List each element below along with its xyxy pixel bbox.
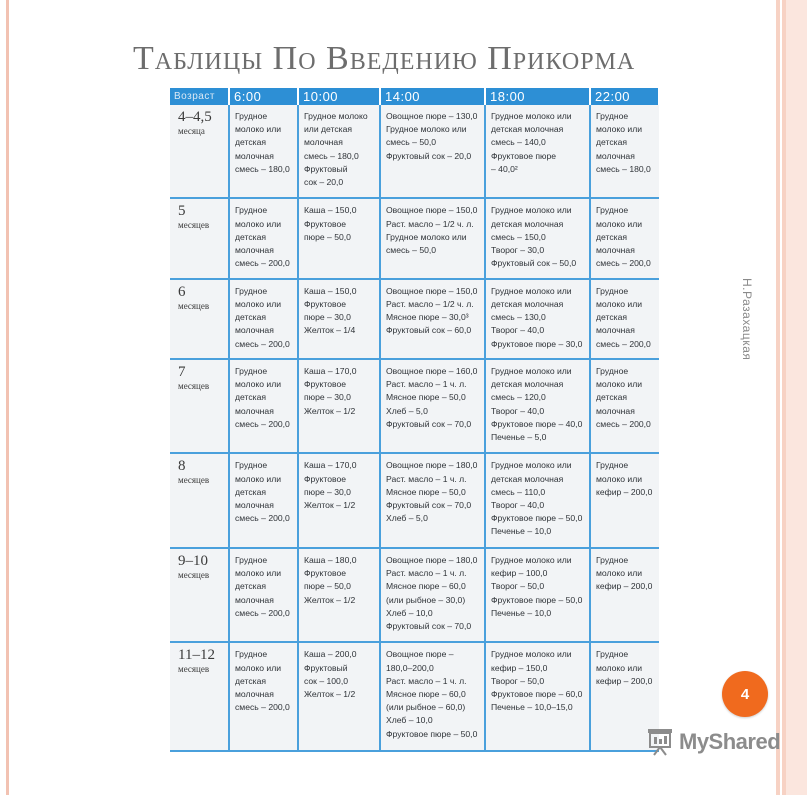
feeding-cell-2200 (590, 279, 659, 359)
feeding-cell-2200 (590, 359, 659, 453)
feeding-cell-1000 (298, 359, 380, 453)
cell-line: Грудное (596, 554, 629, 565)
cell-line: Грудное (596, 205, 629, 216)
age-cell (170, 279, 229, 359)
slide-border-left (6, 0, 9, 795)
cell-line: Фруктовое (304, 379, 347, 390)
cell-line: Грудное молоко или (491, 111, 572, 121)
cell-line: Овощное пюре – 130,0 (386, 111, 478, 121)
cell-line: молоко или (235, 218, 282, 229)
cell-line: (или рыбное – 30,0) (386, 594, 466, 605)
cell-line: Раст. масло – 1 ч. л. (386, 379, 467, 390)
cell-line: молочная (596, 244, 635, 255)
cell-line: молочная (235, 405, 274, 416)
cell-line: Грудное молоко или (491, 554, 572, 565)
cell-line: Фруктовый (304, 662, 348, 673)
header-time-1800: 18:00 (485, 88, 590, 105)
cell-line: Грудное молоко или (491, 460, 572, 471)
cell-line: Желток – 1/2 (304, 594, 356, 605)
feeding-cell-1000 (298, 198, 380, 278)
cell-line: Печенье – 10,0 (491, 526, 552, 537)
feeding-cell-1400 (380, 105, 485, 198)
feeding-cell-1000 (298, 548, 380, 642)
cell-line: Овощное пюре – 150,0 (386, 205, 478, 216)
cell-line: Грудное (235, 554, 268, 565)
feeding-cell-0600 (229, 198, 298, 278)
feeding-cell-1800 (485, 453, 590, 547)
cell-line: кефир – 100,0 (491, 568, 548, 579)
author-name: Н.Разахацкая (740, 278, 754, 361)
cell-line: пюре – 30,0 (304, 392, 351, 403)
cell-line: Грудное молоко (304, 111, 368, 121)
cell-line: Фруктовый сок – 20,0 (386, 150, 472, 161)
cell-line: смесь – 200,0 (235, 513, 290, 524)
cell-line: Грудное молоко или (491, 205, 572, 216)
age-unit: месяцев (178, 664, 210, 675)
cell-line: смесь – 140,0 (491, 137, 546, 148)
cell-line: молоко или (596, 473, 643, 484)
header-time-1000: 10:00 (298, 88, 380, 105)
cell-line: смесь – 130,0 (491, 312, 546, 323)
cell-line: Раст. масло – 1 ч. л. (386, 568, 467, 579)
cell-line: Фруктовое (304, 218, 347, 229)
feeding-cell-1800 (485, 359, 590, 453)
cell-line: Творог – 40,0 (491, 500, 545, 511)
feeding-cell-1400 (380, 359, 485, 453)
cell-line: Фруктовый сок – 70,0 (386, 500, 472, 511)
cell-line: Фруктовый сок – 50,0 (491, 258, 577, 269)
feeding-cell-0600 (229, 359, 298, 453)
slide-border-right (776, 0, 807, 795)
cell-line: детская (235, 392, 267, 403)
cell-line: молоко или (596, 298, 643, 309)
cell-line: Каша – 150,0 (304, 205, 357, 216)
age-unit: месяцев (178, 475, 210, 486)
cell-line: Грудное (596, 460, 629, 471)
cell-line: молоко или (235, 379, 282, 390)
cell-line: Творог – 50,0 (491, 675, 545, 686)
cell-line: Овощное пюре – 160,0 (386, 366, 478, 376)
cell-line: детская молочная (491, 124, 564, 135)
cell-line: или детская (304, 124, 353, 135)
cell-line: смесь – 200,0 (596, 258, 651, 269)
cell-line: смесь – 200,0 (235, 418, 290, 429)
table-row (170, 548, 659, 642)
cell-line: (или рыбное – 60,0) (386, 702, 466, 713)
cell-line: молочная (235, 594, 274, 605)
feeding-cell-1400 (380, 642, 485, 751)
cell-line: Грудное молоко или (386, 124, 467, 135)
cell-line: смесь – 200,0 (235, 258, 290, 269)
cell-line: Раст. масло – 1/2 ч. л. (386, 298, 474, 309)
cell-line: Мясное пюре – 60,0 (386, 581, 466, 592)
cell-line: Печенье – 10,0 (491, 607, 552, 618)
feeding-cell-0600 (229, 279, 298, 359)
cell-line: смесь – 180,0 (304, 150, 359, 161)
cell-line: смесь – 50,0 (386, 244, 437, 255)
feeding-cell-2200 (590, 198, 659, 278)
cell-line: пюре – 30,0 (304, 486, 351, 497)
cell-line: Фруктовый сок – 60,0 (386, 325, 472, 336)
age-value: 9–10 (178, 552, 208, 569)
cell-line: Мясное пюре – 30,0³ (386, 312, 469, 323)
cell-line: молоко или (235, 662, 282, 673)
cell-line: Овощное пюре – 180,0 (386, 460, 478, 471)
cell-line: молоко или (596, 662, 643, 673)
cell-line: кефир – 200,0 (596, 486, 653, 497)
cell-line: Грудное (235, 649, 268, 660)
table-row (170, 453, 659, 547)
cell-line: детская (235, 581, 267, 592)
cell-line: молочная (304, 137, 343, 148)
cell-line: молочная (235, 688, 274, 699)
age-value: 8 (178, 458, 186, 475)
cell-line: молоко или (596, 379, 643, 390)
feeding-cell-1000 (298, 279, 380, 359)
feeding-cell-2200 (590, 548, 659, 642)
cell-line: Фруктовое пюре – 30,0 (491, 338, 583, 349)
header-time-0600: 6:00 (229, 88, 298, 105)
cell-line: детская (235, 137, 267, 148)
slide-title (133, 40, 773, 78)
age-unit: месяцев (178, 381, 210, 391)
cell-line: Желток – 1/2 (304, 500, 356, 511)
cell-line: Фруктовое пюре – 60,0 (491, 688, 583, 699)
cell-line: молоко или (235, 473, 282, 484)
cell-line: Грудное (596, 366, 629, 376)
cell-line: Фруктовое (304, 298, 347, 309)
table-row (170, 198, 659, 278)
cell-line: детская (235, 486, 267, 497)
header-time-2200: 22:00 (590, 88, 659, 105)
feeding-cell-1000 (298, 453, 380, 547)
cell-line: Печенье – 10,0–15,0 (491, 702, 573, 713)
table-header-row (170, 88, 659, 105)
cell-line: Фруктовое пюре – 40,0 (491, 418, 583, 429)
cell-line: молоко или (596, 568, 643, 579)
cell-line: Грудное (235, 285, 268, 296)
age-cell (170, 105, 229, 198)
cell-line: Творог – 50,0 (491, 581, 545, 592)
cell-line: сок – 100,0 (304, 675, 348, 686)
feeding-cell-1400 (380, 453, 485, 547)
cell-line: молоко или (235, 298, 282, 309)
cell-line: молоко или (235, 124, 282, 135)
cell-line: молочная (235, 325, 274, 336)
cell-line: Грудное молоко или (386, 231, 467, 242)
cell-line: смесь – 50,0 (386, 137, 437, 148)
age-cell (170, 359, 229, 453)
cell-line: кефир – 200,0 (596, 581, 653, 592)
cell-line: смесь – 200,0 (596, 418, 651, 429)
cell-line: Фруктовое пюре (491, 150, 557, 161)
age-value: 6 (178, 283, 186, 300)
cell-line: смесь – 180,0 (596, 163, 651, 174)
cell-line: кефир – 150,0 (491, 662, 548, 673)
cell-line: молочная (235, 500, 274, 511)
cell-line: Фруктовый (304, 163, 348, 174)
cell-line: – 40,0² (491, 163, 518, 174)
cell-line: Каша – 180,0 (304, 554, 357, 565)
feeding-cell-0600 (229, 642, 298, 751)
cell-line: Творог – 40,0 (491, 405, 545, 416)
cell-line: смесь – 200,0 (235, 338, 290, 349)
cell-line: Фруктовый сок – 70,0 (386, 620, 472, 631)
cell-line: Грудное (596, 285, 629, 296)
cell-line: детская (596, 392, 628, 403)
cell-line: Овощное пюре – 180,0 (386, 554, 478, 565)
age-unit: месяцев (178, 569, 210, 580)
feeding-cell-1400 (380, 198, 485, 278)
cell-line: Грудное (235, 366, 268, 376)
cell-line: детская (235, 231, 267, 242)
cell-line: детская молочная (491, 218, 564, 229)
page-number-badge: 4 (722, 671, 768, 717)
cell-line: молочная (235, 150, 274, 161)
cell-line: Грудное (235, 205, 268, 216)
cell-line: Каша – 170,0 (304, 366, 357, 376)
table-row (170, 359, 659, 453)
age-unit: месяца (178, 126, 205, 136)
cell-line: 180,0–200,0 (386, 662, 434, 673)
cell-line: пюре – 50,0 (304, 231, 351, 242)
cell-line: Желток – 1/2 (304, 405, 356, 416)
table-body (170, 105, 659, 751)
cell-line: Грудное молоко или (491, 366, 572, 376)
cell-line: Грудное (235, 460, 268, 471)
cell-line: Раст. масло – 1 ч. л. (386, 473, 467, 484)
presentation-board-icon (645, 727, 675, 757)
feeding-cell-1800 (485, 198, 590, 278)
cell-line: молоко или (596, 124, 643, 135)
cell-line: Творог – 30,0 (491, 244, 545, 255)
age-value: 4–4,5 (178, 109, 212, 125)
cell-line: Фруктовое (304, 568, 347, 579)
age-cell (170, 198, 229, 278)
cell-line: Грудное (235, 111, 268, 121)
feeding-cell-0600 (229, 453, 298, 547)
age-unit: месяцев (178, 220, 210, 231)
cell-line: пюре – 50,0 (304, 581, 351, 592)
cell-line: Мясное пюре – 50,0 (386, 486, 466, 497)
feeding-cell-1800 (485, 642, 590, 751)
cell-line: молочная (596, 150, 635, 161)
cell-line: Каша – 150,0 (304, 285, 357, 296)
cell-line: смесь – 150,0 (491, 231, 546, 242)
cell-line: Грудное (596, 111, 629, 121)
cell-line: Печенье – 5,0 (491, 432, 547, 443)
slide-title-text: Таблицы По Введению Прикорма (133, 40, 636, 77)
feeding-cell-1400 (380, 548, 485, 642)
header-time-1400: 14:00 (380, 88, 485, 105)
header-age: Возраст (170, 88, 229, 105)
cell-line: Грудное молоко или (491, 649, 572, 660)
age-value: 5 (178, 203, 186, 220)
cell-line: молоко или (596, 218, 643, 229)
cell-line: смесь – 200,0 (596, 338, 651, 349)
cell-line: детская молочная (491, 298, 564, 309)
cell-line: молочная (235, 244, 274, 255)
cell-line: Овощное пюре – 150,0 (386, 285, 478, 296)
table-row (170, 105, 659, 198)
table-row (170, 642, 659, 751)
feeding-cell-1800 (485, 548, 590, 642)
feeding-cell-1800 (485, 105, 590, 198)
age-value: 11–12 (178, 647, 215, 664)
cell-line: смесь – 180,0 (235, 163, 290, 174)
cell-line: Фруктовое пюре – 50,0 (386, 728, 478, 739)
feeding-cell-0600 (229, 548, 298, 642)
feeding-cell-1000 (298, 642, 380, 751)
cell-line: Хлеб – 5,0 (386, 513, 428, 524)
feeding-cell-2200 (590, 105, 659, 198)
age-cell (170, 548, 229, 642)
cell-line: Фруктовое пюре – 50,0 (491, 594, 583, 605)
age-cell (170, 642, 229, 751)
feeding-table-container (170, 88, 659, 752)
cell-line: Мясное пюре – 60,0 (386, 688, 466, 699)
cell-line: Хлеб – 5,0 (386, 405, 428, 416)
cell-line: смесь – 200,0 (235, 607, 290, 618)
cell-line: Раст. масло – 1 ч. л. (386, 675, 467, 686)
feeding-cell-1000 (298, 105, 380, 198)
cell-line: детская (235, 312, 267, 323)
cell-line: Желток – 1/4 (304, 325, 356, 336)
cell-line: смесь – 200,0 (235, 702, 290, 713)
cell-line: сок – 20,0 (304, 177, 344, 188)
cell-line: детская (596, 312, 628, 323)
table-row (170, 279, 659, 359)
age-value: 7 (178, 364, 186, 380)
feeding-cell-2200 (590, 453, 659, 547)
cell-line: детская (596, 137, 628, 148)
cell-line: смесь – 110,0 (491, 486, 546, 497)
cell-line: детская (596, 231, 628, 242)
cell-line: Раст. масло – 1/2 ч. л. (386, 218, 474, 229)
cell-line: Грудное молоко или (491, 285, 572, 296)
age-unit: месяцев (178, 300, 210, 311)
cell-line: кефир – 200,0 (596, 675, 653, 686)
cell-line: детская молочная (491, 379, 564, 390)
cell-line: Мясное пюре – 50,0 (386, 392, 466, 403)
age-cell (170, 453, 229, 547)
cell-line: Фруктовое (304, 473, 347, 484)
cell-line: Желток – 1/2 (304, 688, 356, 699)
cell-line: Грудное (596, 649, 629, 660)
cell-line: Хлеб – 10,0 (386, 715, 433, 726)
cell-line: детская (235, 675, 267, 686)
cell-line: молочная (596, 325, 635, 336)
cell-line: Хлеб – 10,0 (386, 607, 433, 618)
feeding-cell-1800 (485, 279, 590, 359)
feeding-schedule-table (170, 88, 660, 752)
cell-line: Творог – 40,0 (491, 325, 545, 336)
cell-line: Каша – 200,0 (304, 649, 357, 660)
feeding-cell-0600 (229, 105, 298, 198)
cell-line: детская молочная (491, 473, 564, 484)
cell-line: Фруктовый сок – 70,0 (386, 418, 472, 429)
watermark-text: MyShared (679, 729, 781, 754)
cell-line: Каша – 170,0 (304, 460, 357, 471)
cell-line: Овощное пюре – (386, 649, 454, 660)
cell-line: пюре – 30,0 (304, 312, 351, 323)
watermark-logo (645, 726, 780, 758)
cell-line: Фруктовое пюре – 50,0 (491, 513, 583, 524)
cell-line: молоко или (235, 568, 282, 579)
cell-line: молочная (596, 405, 635, 416)
cell-line: смесь – 120,0 (491, 392, 546, 403)
feeding-cell-1400 (380, 279, 485, 359)
